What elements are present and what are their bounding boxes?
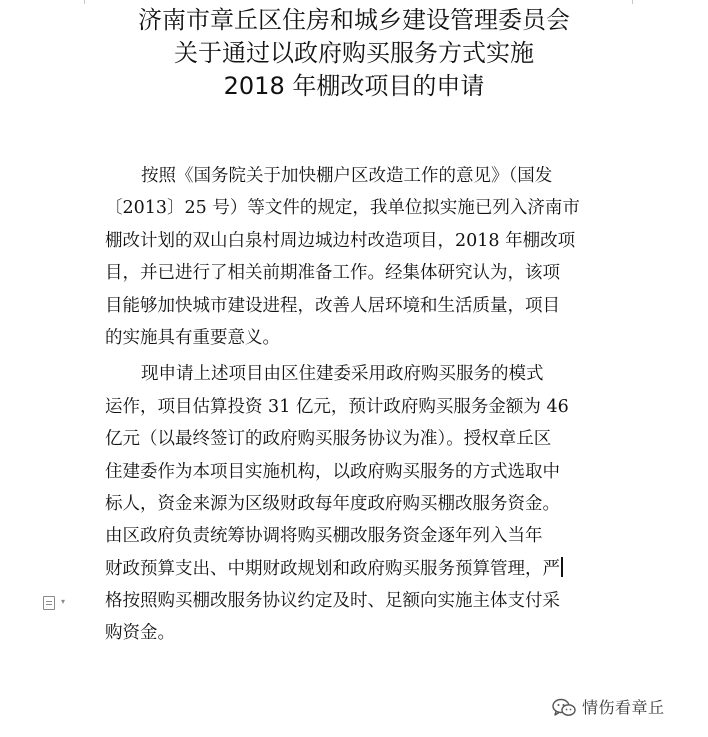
watermark-text: 情伤看章丘 (582, 698, 665, 717)
paragraph-1 (105, 160, 605, 354)
paragraph-line: 棚改计划的双山白泉村周边城边村改造项目，2018 年棚改项 (105, 230, 576, 251)
wechat-icon (552, 698, 576, 718)
title-line-3: 2018 年棚改项目的申请 (223, 72, 485, 100)
text-cursor (561, 557, 563, 577)
paragraph-line: 住建委作为本项目实施机构，以政府购买服务的方式选取中 (105, 461, 560, 482)
paragraph-line: 的实施具有重要意义。 (105, 327, 280, 348)
paragraph-line: 由区政府负责统筹协调将购买棚改服务资金逐年列入当年 (105, 526, 543, 547)
paragraph-line-text: 财政预算支出、中期财政规划和政府购买服务预算管理，严 (105, 558, 560, 579)
paragraph-line: 亿元（以最终签订的政府购买服务协议为准）。授权章丘区 (105, 429, 552, 450)
chevron-down-icon[interactable]: ▾ (61, 597, 66, 606)
title-line-2: 关于通过以政府购买服务方式实施 (174, 39, 534, 67)
paragraph-line: 格按照购买棚改服务协议约定及时、足额向实施主体支付采 (105, 591, 560, 612)
paragraph-line: 现申请上述项目由区住建委采用政府购买服务的模式 (141, 364, 544, 385)
title-line-1: 济南市章丘区住房和城乡建设管理委员会 (138, 6, 570, 34)
paragraph-line: 目能够加快城市建设进程，改善人居环境和生活质量，项目 (105, 295, 560, 316)
paragraph-line: 运作，项目估算投资 31 亿元，预计政府购买服务金额为 46 (105, 396, 569, 417)
watermark (552, 697, 665, 719)
document-title (0, 4, 708, 103)
paragraph-2 (105, 358, 605, 650)
paragraph-line: 按照《国务院关于加快棚户区改造工作的意见》（国发 (141, 166, 553, 186)
paragraph-line: 〔2013〕25 号）等文件的规定，我单位拟实施已列入济南市 (105, 198, 580, 219)
document-icon[interactable] (43, 596, 55, 610)
paragraph-line: 购资金。 (105, 623, 175, 644)
document-body[interactable] (105, 160, 605, 650)
paragraph-line-with-cursor (105, 553, 605, 585)
paragraph-line: 目，并已进行了相关前期准备工作。经集体研究认为，该项 (105, 263, 560, 284)
paragraph-line: 标人，资金来源为区级财政每年度政府购买棚改服务资金。 (105, 493, 560, 514)
